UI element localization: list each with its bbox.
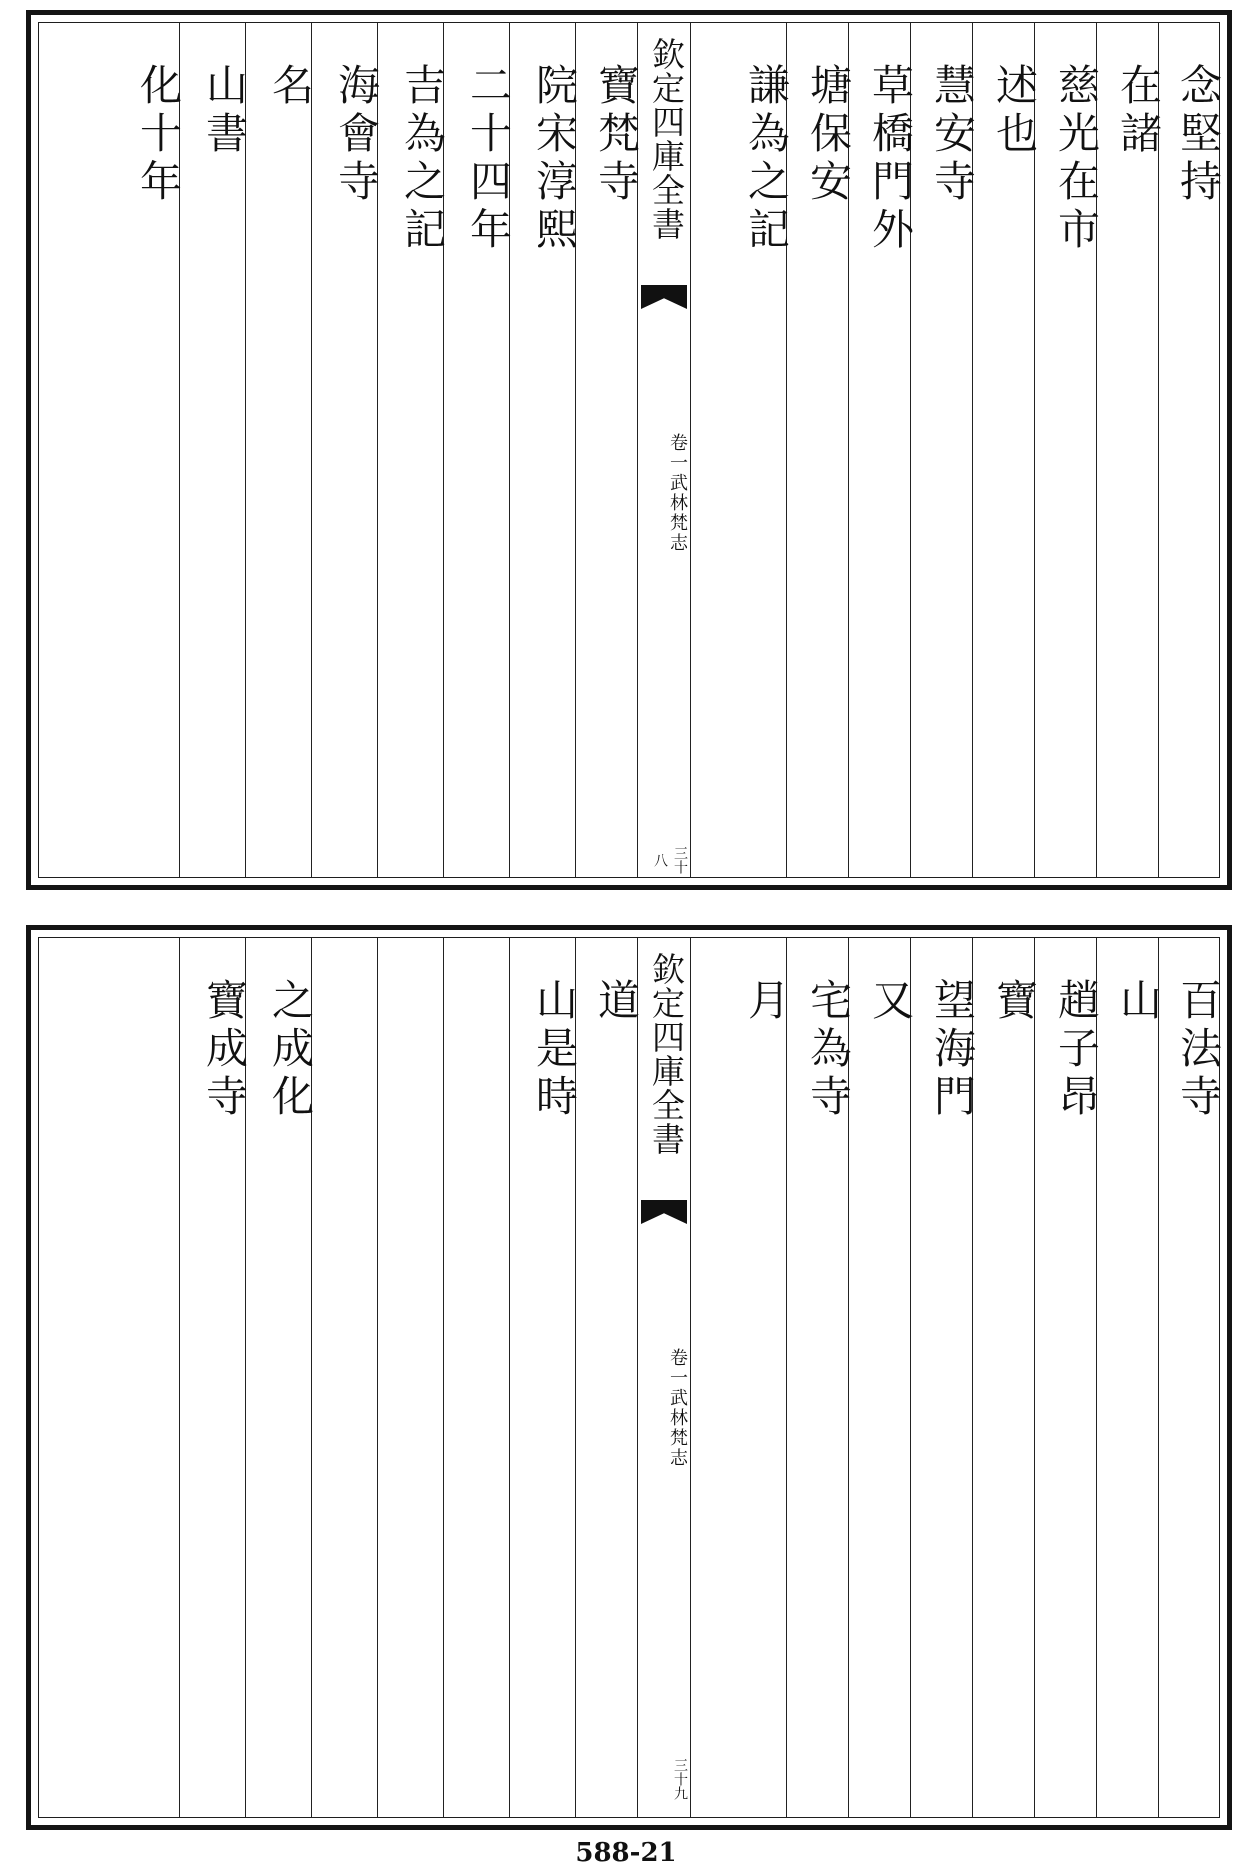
top-column-r8: 謙為之記 xyxy=(742,63,791,255)
bottom-folio-number: 三十九 xyxy=(672,1758,688,1800)
bottom-section-label xyxy=(638,1348,690,1468)
top-column-l7: 山書 xyxy=(200,63,249,159)
bottom-inner-frame xyxy=(38,937,1223,1818)
bottom-subtitle: 武林梵志 xyxy=(667,1388,688,1468)
bottom-column-r2: 山 xyxy=(1114,978,1163,1026)
bottom-column-l7: 寶成寺 xyxy=(200,978,249,1122)
bottom-column-r1: 百法寺 xyxy=(1174,978,1223,1122)
top-column-r4: 述也 xyxy=(990,63,1039,159)
fishtail-mark-icon xyxy=(641,285,687,309)
bottom-book-title: 欽定四庫全書 xyxy=(647,952,686,1156)
fishtail-mark-icon xyxy=(641,1200,687,1224)
top-column-r6: 草橋門外 xyxy=(866,63,915,255)
top-column-l6: 名 xyxy=(266,63,315,111)
bottom-rule xyxy=(443,938,444,1817)
bottom-rule xyxy=(377,938,378,1817)
top-column-r5: 慧安寺 xyxy=(928,63,977,207)
bottom-rule xyxy=(179,938,180,1817)
top-book-title: 欽定四庫全書 xyxy=(647,37,686,241)
bottom-rule xyxy=(509,938,510,1817)
bottom-column-r5: 望海門 xyxy=(928,978,977,1122)
bottom-column-l1: 道 xyxy=(592,978,641,1026)
top-juan: 卷一 xyxy=(667,433,688,473)
top-column-r3: 慈光在市 xyxy=(1052,63,1101,255)
bottom-juan: 卷一 xyxy=(667,1348,688,1388)
bottom-column-r6: 又 xyxy=(866,978,915,1026)
top-column-l5: 海會寺 xyxy=(332,63,381,207)
bottom-column-l5 xyxy=(311,938,377,1817)
top-subtitle: 武林梵志 xyxy=(667,473,688,553)
top-rule xyxy=(311,23,312,877)
top-section-label xyxy=(638,433,690,553)
top-column-l8: 化十年 xyxy=(134,63,183,207)
bottom-column-l3 xyxy=(443,938,509,1817)
top-column-l1: 寶梵寺 xyxy=(592,63,641,207)
top-folio-number: 三十八 xyxy=(652,846,688,874)
bottom-column-r4: 寶 xyxy=(990,978,1039,1026)
top-half-page xyxy=(26,10,1232,890)
bottom-column-r3: 趙子昂 xyxy=(1052,978,1101,1122)
top-column-r1: 念堅持 xyxy=(1174,63,1223,207)
bottom-column-l6: 之成化 xyxy=(266,978,315,1122)
top-center-title-column xyxy=(637,23,691,877)
bottom-center-title-column xyxy=(637,938,691,1817)
bottom-column-r8: 月 xyxy=(742,978,791,1026)
top-column-l2: 院宋淳熙 xyxy=(530,63,579,255)
bottom-column-l8 xyxy=(113,938,179,1817)
top-column-r2: 在諸 xyxy=(1114,63,1163,159)
bottom-half-page xyxy=(26,925,1232,1830)
page-footer-number: 588-21 xyxy=(575,1838,677,1868)
bottom-column-l2: 山是時 xyxy=(530,978,579,1122)
bottom-column-r7: 宅為寺 xyxy=(804,978,853,1122)
top-column-l4: 吉為之記 xyxy=(398,63,447,255)
bottom-column-l4 xyxy=(377,938,443,1817)
top-column-r7: 塘保安 xyxy=(804,63,853,207)
top-column-l3: 二十四年 xyxy=(464,63,513,255)
top-inner-frame xyxy=(38,22,1223,878)
